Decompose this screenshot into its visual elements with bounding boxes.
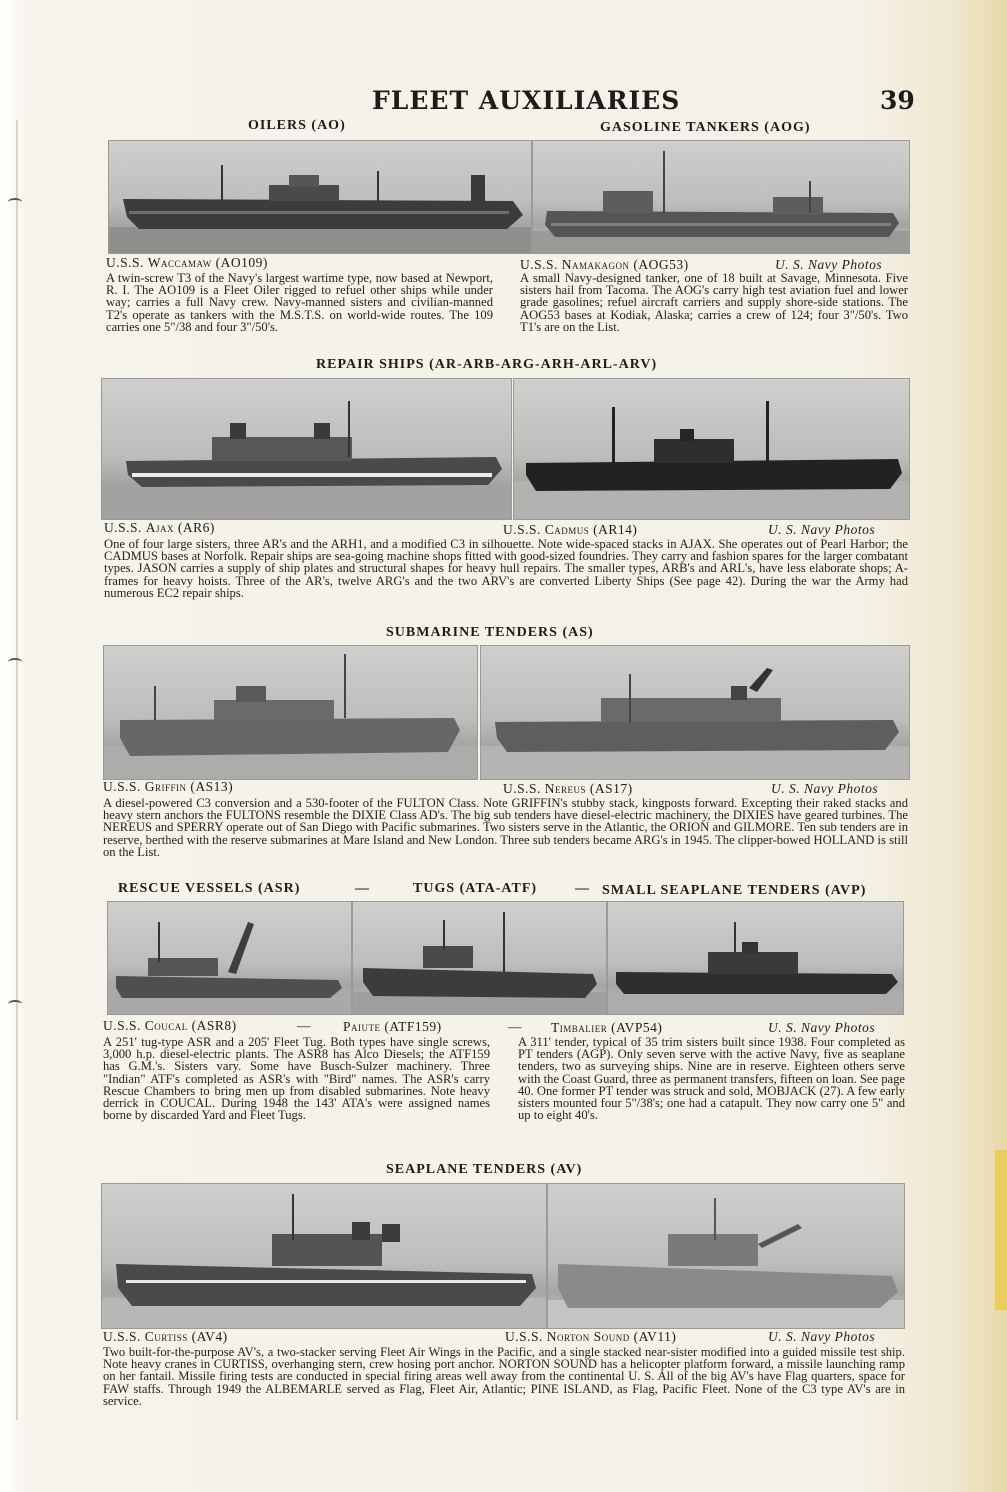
page-number: 39 xyxy=(880,86,915,115)
caption-waccamaw: U.S.S. Waccamaw (AO109) xyxy=(106,255,268,270)
section-heading-oilers: OILERS (AO) xyxy=(248,118,346,133)
photo-griffin xyxy=(103,645,478,780)
paragraph-oilers: A twin-screw T3 of the Navy's largest wartime type, now based at Newport, R. I. The AO109 is a Fleet Oiler rigged to refuel other ships while under way; carries a full Navy crew. Navy-manned sisters and civilian-manned T2's operate as tankers with the M.S.T.S. on world-wide routes. The 109 carries one 5"/38 and four 3"/50's. xyxy=(106,271,493,334)
photo-nereus xyxy=(480,645,910,780)
caption-coucal: U.S.S. Coucal (ASR8) xyxy=(103,1018,237,1033)
heading-separator: — xyxy=(575,881,590,896)
ship-name-paiute: Paiute xyxy=(343,1019,381,1034)
caption-paiute: Paiute (ATF159) xyxy=(343,1019,442,1034)
section-heading-submarine-tenders: SUBMARINE TENDERS (AS) xyxy=(386,625,594,640)
caption-namakagon: U.S.S. Namakagon (AOG53) xyxy=(520,257,689,272)
paragraph-gasoline-tankers: A small Navy-designed tanker, one of 18 built at Savage, Minnesota. Five sisters hail from Tacoma. The AOG's carry high test aviation fuel and lower grade gasolines; refuel aircraft carriers and supply shore-side stations. The AOG53 bases at Kodiak, Alaska; carries a crew of 124; four 3"/50's. Two T1's are on the List. xyxy=(520,271,908,334)
photo-credit: U. S. Navy Photos xyxy=(775,257,883,272)
ship-name-namakagon: Namakagon xyxy=(561,257,630,272)
caption-ajax: U.S.S. Ajax (AR6) xyxy=(104,520,215,535)
caption-nereus: U.S.S. Nereus (AS17) xyxy=(503,781,633,796)
ship-name-nereus: Nereus xyxy=(544,781,587,796)
page-gutter xyxy=(0,0,38,1492)
photo-coucal xyxy=(107,901,352,1015)
caption-griffin: U.S.S. Griffin (AS13) xyxy=(103,779,234,794)
section-heading-gasoline-tankers: GASOLINE TANKERS (AOG) xyxy=(600,120,811,135)
binding-stitch xyxy=(8,658,22,666)
section-heading-seaplane-tenders: SEAPLANE TENDERS (AV) xyxy=(386,1162,583,1177)
paragraph-repair-ships: One of four large sisters, three AR's and the ARH1, and a modified C3 in silhouette. Note wide-spaced stacks in AJAX. She operates out of Pearl Harbor; the CADMUS bases at Norfolk. Repair ships are sea-going machine shops fitted with good-sized foundries. They carry and fashion spares for the larger combatant types. JASON carries a supply of ship plates and structural shapes for heavy hull repairs. The smaller types, ARB's and ARL's, have less elaborate shops; A-frames for heavy hoists. Three of the AR's, twelve ARG's and the two ARV's are converted Liberty Ships (See page 42). During the war the Army had numerous EC2 repair ships. xyxy=(104,537,908,600)
photo-timbalier xyxy=(607,901,904,1015)
caption-separator: — xyxy=(297,1018,311,1033)
photo-credit: U. S. Navy Photos xyxy=(768,1020,876,1035)
heading-separator: — xyxy=(355,881,370,896)
binding-stitch xyxy=(8,198,22,206)
caption-separator: — xyxy=(508,1019,522,1034)
page-edge-strip xyxy=(995,1150,1007,1310)
ship-name-coucal: Coucal xyxy=(144,1018,188,1033)
ship-name-griffin: Griffin xyxy=(144,779,187,794)
binding-line xyxy=(16,120,18,1420)
photo-credit: U. S. Navy Photos xyxy=(768,1329,876,1344)
paragraph-submarine-tenders: A diesel-powered C3 conversion and a 530-footer of the FULTON Class. Note GRIFFIN's stubby stack, kingposts forward. Excepting their raked stacks and heavy stern anchors the FULTONS resemble the DIXIE Class AD's. The big sub tenders have diesel-electric machinery, the DIXIES have geared turbines. The NEREUS and SPERRY operate out of San Diego with Pacific submarines. Two sisters serve in the Atlantic, the ORION and GILMORE. Ten sub tenders are in reserve, berthed with the reserve submarines at Mare Island and New London. Three sub tenders became ARG's in 1945. The clipper-bowed HOLLAND is still on the List. xyxy=(103,796,908,859)
ship-name-ajax: Ajax xyxy=(145,520,175,535)
photo-namakagon xyxy=(532,140,910,254)
paragraph-rescue-tugs: A 251' tug-type ASR and a 205' Fleet Tug. Both types have single screws, 3,000 h.p. diesel-electric plants. The ASR8 has Alco Diesels; the ATF159 has G.M.'s. Sisters vary. Some have Busch-Sulzer machinery. Three "Indian" ATF's completed as ASR's with "Bird" names. The ASR's carry Rescue Chambers to bring men up from disabled submarines. Note heavy derrick in COUCAL. During 1948 the 143' ATA's were assigned names borne by discarded Yard and Fleet Tugs. xyxy=(103,1035,490,1123)
paragraph-seaplane-tenders: Two built-for-the-purpose AV's, a two-stacker serving Fleet Air Wings in the Pacific, and a single stacked near-sister modified into a guided missile test ship. Note heavy cranes in CURTISS, overhanging stern, crew hosing port anchor. NORTON SOUND has a helicopter platform forward, a missile launching ramp on her fantail. Missile firing tests are conducted in special firing areas well away from the continental U. S. All of the big AV's have Flag quarters, space for FAW staffs. Through 1949 the ALBEMARLE served as Flag, Fleet Air, Atlantic; PINE ISLAND, as Flag, Pacific Fleet. None of the C3 type AV's are in service. xyxy=(103,1345,905,1408)
page-title: FLEET AUXILIARIES xyxy=(372,86,681,115)
ship-name-cadmus: Cadmus xyxy=(544,522,590,537)
page-header xyxy=(0,86,1007,118)
ship-name-curtiss: Curtiss xyxy=(144,1329,188,1344)
section-heading-rescue-vessels: RESCUE VESSELS (ASR) xyxy=(118,881,301,896)
ship-name-waccamaw: Waccamaw xyxy=(147,255,212,270)
photo-cadmus xyxy=(513,378,910,520)
photo-credit: U. S. Navy Photos xyxy=(768,522,876,537)
photo-norton-sound xyxy=(547,1183,905,1329)
section-heading-small-seaplane-tenders: SMALL SEAPLANE TENDERS (AVP) xyxy=(602,883,867,898)
section-heading-tugs: TUGS (ATA-ATF) xyxy=(413,881,538,896)
caption-curtiss: U.S.S. Curtiss (AV4) xyxy=(103,1329,228,1344)
paragraph-small-seaplane-tenders: A 311' tender, typical of 35 trim sisters built since 1938. Four completed as PT tenders (AGP). Only seven serve with the active Navy, five as seaplane tenders, two as surveying ships. Nine are in reserve. Eighteen others serve with the Coast Guard, three as permanent transfers, fifteen on loan. See page 40. One former PT tender was struck and sold, MOBJACK (27). A few early sisters mounted four 5"/38's; one had a catapult. They now carry one 5" and up to eight 40's. xyxy=(518,1035,905,1123)
section-heading-repair-ships: REPAIR SHIPS (AR-ARB-ARG-ARH-ARL-ARV) xyxy=(316,357,658,372)
binding-stitch xyxy=(8,1000,22,1008)
photo-curtiss xyxy=(101,1183,547,1329)
caption-norton-sound: U.S.S. Norton Sound (AV11) xyxy=(505,1329,677,1344)
photo-paiute xyxy=(352,901,607,1015)
caption-timbalier: Timbalier (AVP54) xyxy=(551,1020,663,1035)
caption-cadmus: U.S.S. Cadmus (AR14) xyxy=(503,522,638,537)
photo-waccamaw xyxy=(108,140,532,254)
photo-ajax xyxy=(101,378,512,520)
ship-name-norton-sound: Norton Sound xyxy=(546,1329,630,1344)
ship-name-timbalier: Timbalier xyxy=(551,1020,608,1035)
photo-credit: U. S. Navy Photos xyxy=(771,781,879,796)
